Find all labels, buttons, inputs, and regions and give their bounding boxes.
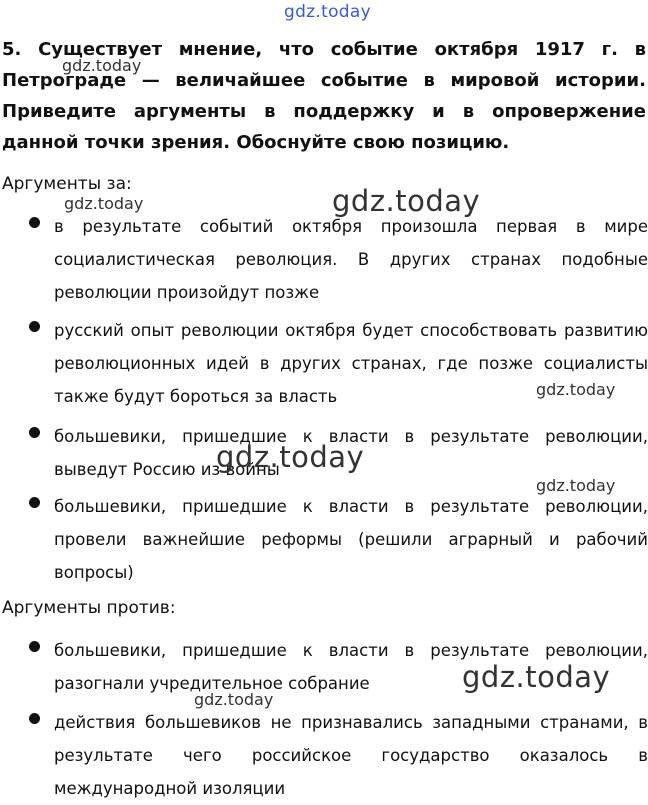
watermark: gdz.today (536, 476, 616, 495)
list-item (0, 210, 648, 304)
contra-item-1: большевики, пришедшие к власти в результате революции, разогнали учредительное собрание (54, 641, 648, 693)
watermark: gdz.today (536, 380, 616, 399)
task-number: 5. (2, 39, 22, 60)
pro-heading: Аргументы за: (2, 174, 132, 194)
bullet-icon (29, 713, 40, 724)
contra-heading: Аргументы против: (2, 598, 176, 618)
pro-item-3: большевики, пришедшие к власти в результате революции, выведут Россию из войны (54, 427, 648, 479)
pro-item-2: русский опыт революции октября будет способствовать развитию революционных идей в других странах, где позже социалисты также будут бороться за власть (54, 321, 648, 406)
watermark-top: gdz.today (284, 2, 371, 22)
watermark: gdz.today (216, 440, 365, 474)
watermark: gdz.today (64, 194, 144, 213)
watermark: gdz.today (462, 660, 611, 694)
task-question (2, 34, 646, 158)
bullet-icon (29, 217, 40, 228)
watermark: gdz.today (62, 56, 142, 75)
bullet-icon (29, 321, 40, 332)
contra-item-2: действия большевиков не признавались западными странами, в результате чего российское государство оказалось в международной изоляции (54, 713, 648, 798)
bullet-icon (29, 641, 40, 652)
pro-item-1: в результате событий октября произошла первая в мире социалистическая революция. В других странах подобные революции произойдут позже (54, 217, 648, 302)
bullet-icon (29, 497, 40, 508)
watermark: gdz.today (194, 690, 274, 709)
watermark: gdz.today (332, 184, 481, 218)
list-item (0, 490, 648, 584)
bullet-icon (29, 427, 40, 438)
pro-item-4: большевики, пришедшие к власти в результате революции, провели важнейшие реформы (решили аграрный и рабочий вопросы) (54, 497, 648, 582)
task-text: Существует мнение, что событие октября 1917 г. в Петрограде — величайшее событие в мировой истории. Приведите аргументы в поддержку и в опровержение данной точки зрения. Обоснуйте свою позицию. (2, 39, 646, 153)
list-item (0, 706, 648, 800)
